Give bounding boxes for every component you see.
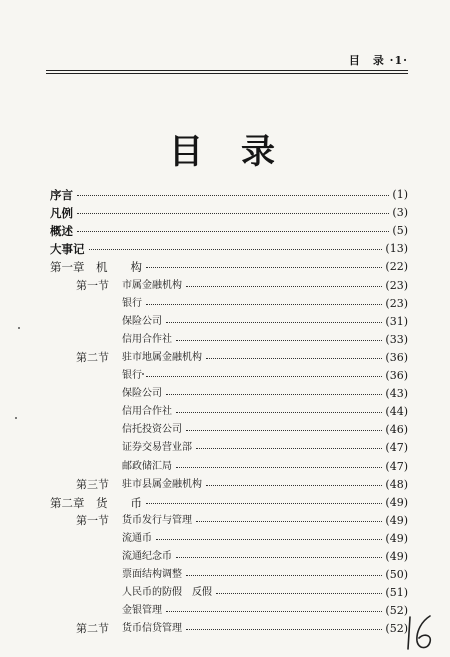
toc-entry	[0, 204, 450, 222]
toc-entry-title: 流通纪念币	[122, 551, 172, 562]
print-speck	[142, 373, 144, 375]
toc-entry	[0, 602, 450, 620]
toc-entry-title: 保险公司	[122, 315, 162, 327]
toc-leader-dots	[206, 485, 382, 486]
toc-leader-dots	[156, 539, 382, 540]
toc-entry-page: (51)	[385, 586, 408, 600]
toc-entry	[0, 331, 450, 349]
toc-entry-title: 人民币的防假 反假	[122, 587, 212, 599]
toc-leader-dots	[186, 430, 382, 431]
toc-entry	[0, 421, 450, 439]
running-header-text: 目 录 ·1·	[348, 54, 408, 67]
toc-entry	[0, 584, 450, 602]
toc-entry-page: (47)	[385, 441, 408, 455]
toc-entry-title: 证券交易营业部	[122, 442, 192, 454]
toc-entry-title: 保险公司	[122, 388, 162, 400]
toc-entry-title: 货 币	[96, 495, 142, 510]
toc-leader-dots	[186, 286, 382, 287]
toc-entry-page: (23)	[385, 296, 408, 310]
toc-leader-dots	[166, 322, 382, 323]
toc-entry	[0, 240, 450, 258]
toc-entry-page: (3)	[392, 206, 408, 220]
toc-entry	[0, 548, 450, 566]
toc-entry-page: (49)	[385, 513, 408, 527]
toc-entry-title: 驻市地属金融机构	[122, 351, 202, 363]
toc-entry	[0, 620, 450, 638]
toc-leader-dots	[176, 557, 382, 558]
toc-leader-dots	[146, 304, 382, 305]
toc-entry	[0, 186, 450, 204]
page-title: 目录	[169, 132, 313, 172]
toc-entry-number: 第一节	[76, 513, 109, 527]
header-rule-thin	[46, 73, 408, 74]
print-speck	[18, 327, 20, 329]
toc-entry-page: (48)	[385, 477, 408, 491]
toc-entry	[0, 385, 450, 403]
toc-entry	[0, 439, 450, 457]
toc-entry	[0, 494, 450, 512]
toc-entry-title: 邮政储汇局	[122, 460, 172, 472]
toc-entry	[0, 566, 450, 584]
toc-entry-title: 货币发行与管理	[122, 514, 192, 526]
handwritten-page-mark	[402, 613, 438, 653]
toc-entry-page: (36)	[385, 369, 408, 382]
toc-entry-page: (5)	[392, 224, 408, 238]
toc-leader-dots	[77, 231, 389, 232]
toc-entry-title: 概述	[50, 224, 73, 239]
toc-entry	[0, 222, 450, 240]
toc-entry	[0, 458, 450, 476]
toc-entry-number: 第三节	[76, 477, 109, 491]
header-rule	[46, 70, 408, 71]
toc-leader-dots	[146, 267, 382, 268]
toc-entry-title: 银行	[122, 297, 142, 309]
toc-entry	[0, 367, 450, 385]
toc-leader-dots	[166, 394, 382, 395]
toc-leader-dots	[186, 629, 382, 630]
toc-leader-dots	[176, 412, 382, 413]
toc-entry-page: (43)	[385, 387, 408, 401]
toc-entry-number: 第二章	[50, 495, 85, 510]
toc-leader-dots	[77, 195, 389, 196]
toc-entry-title: 大事记	[50, 242, 85, 257]
toc-entry-page: (49)	[385, 531, 408, 545]
toc-entry	[0, 313, 450, 331]
toc-entry-title: 凡例	[50, 206, 73, 221]
toc-entry-title: 机 构	[96, 260, 142, 275]
toc-leader-dots	[206, 358, 382, 359]
toc-leader-dots	[146, 376, 382, 377]
toc-entry-title: 信托投资公司	[122, 424, 182, 436]
toc-entry	[0, 530, 450, 548]
toc-entry-page: (31)	[385, 314, 408, 328]
toc-entry	[0, 476, 450, 494]
toc-entry	[0, 258, 450, 276]
toc-entry-page: (52)	[385, 604, 408, 618]
toc-entry-title: 流通币	[122, 532, 152, 544]
toc-entry-title: 金银管理	[122, 605, 162, 617]
toc-leader-dots	[186, 575, 382, 576]
toc-leader-dots	[196, 521, 382, 522]
toc-leader-dots	[196, 448, 382, 449]
toc-entry-page: (22)	[385, 260, 408, 274]
toc-entry-title: 票面结构调整	[122, 569, 182, 581]
toc-entry-title: 信用合作社	[122, 333, 172, 345]
toc-entry-title: 序言	[50, 188, 73, 202]
toc-entry-page: (46)	[385, 423, 408, 437]
toc-entry-number: 第二节	[76, 622, 109, 636]
toc-entry-page: (49)	[385, 495, 408, 509]
toc-entry-page: (47)	[385, 459, 408, 473]
toc-entry-page: (33)	[385, 332, 408, 346]
toc-entry-page: (52)	[385, 622, 408, 636]
toc-leader-dots	[176, 467, 382, 468]
toc-entry-title: 银行	[122, 370, 142, 381]
toc-leader-dots	[176, 340, 382, 341]
toc-entry-title: 市属金融机构	[122, 279, 182, 291]
toc-entry-number: 第一节	[76, 278, 109, 292]
toc-entry-number: 第一章	[50, 260, 85, 275]
toc-leader-dots	[146, 503, 382, 504]
toc-leader-dots	[77, 213, 389, 214]
toc-leader-dots	[216, 593, 382, 594]
toc-entry-title: 货币信贷管理	[122, 623, 182, 635]
toc-entry	[0, 349, 450, 367]
toc-entry-page: (49)	[385, 550, 408, 563]
toc-entry	[0, 277, 450, 295]
toc-entry-title: 驻市县属金融机构	[122, 478, 202, 490]
toc-entry	[0, 295, 450, 313]
toc-entry-page: (1)	[392, 188, 408, 201]
toc-leader-dots	[166, 611, 382, 612]
toc-entry-title: 信用合作社	[122, 406, 172, 418]
toc-entry-page: (50)	[385, 568, 408, 582]
running-header	[46, 52, 408, 66]
toc-entry-number: 第二节	[76, 350, 109, 364]
toc-entry-page: (36)	[385, 350, 408, 364]
toc-entry-page: (13)	[385, 242, 408, 256]
toc-entry	[0, 403, 450, 421]
toc-entry	[0, 512, 450, 530]
toc-entry-page: (23)	[385, 278, 408, 292]
toc-leader-dots	[89, 249, 382, 250]
print-speck	[15, 417, 17, 419]
toc-entry-page: (44)	[385, 405, 408, 419]
